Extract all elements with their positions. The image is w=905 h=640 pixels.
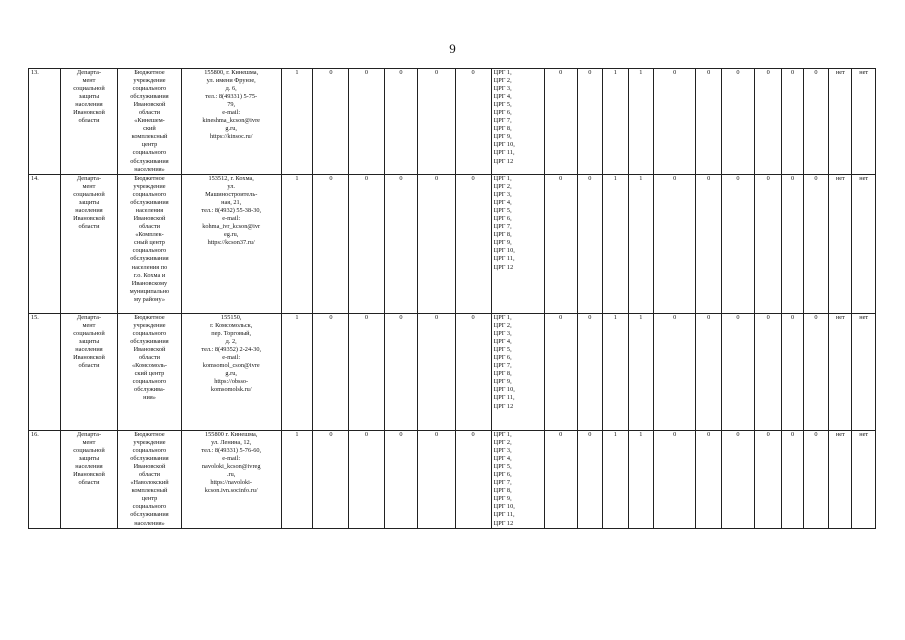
institution-cell: [118, 175, 182, 314]
indicator-cell-text: 0: [559, 175, 563, 182]
indicator-cell-text: 0: [736, 314, 740, 321]
count-cell-text: 0: [471, 314, 475, 321]
table-row: [29, 69, 876, 175]
availability-cell: [829, 69, 852, 175]
count-cell-text: 0: [399, 431, 403, 438]
indicator-cell: [577, 69, 602, 175]
page-number: 9: [449, 41, 456, 56]
indicator-cell-text: 0: [707, 69, 711, 76]
indicator-cell-text: 0: [588, 69, 592, 76]
indicator-cell: [782, 431, 803, 529]
institution-cell: [118, 431, 182, 529]
count-cell: [418, 314, 455, 431]
count-cell: [349, 431, 384, 529]
count-cell-text: 0: [471, 431, 475, 438]
contacts-cell: [181, 69, 281, 175]
availability-cell-text: нет: [835, 314, 845, 321]
count-cell-text: 0: [434, 431, 439, 438]
department-cell: [60, 175, 117, 314]
target-groups-cell: [491, 175, 544, 314]
indicator-cell: [544, 431, 577, 529]
indicator-cell: [721, 314, 754, 431]
contacts-cell-text: 155800 г. Кинешма, ул. Ленина, 12, тел.: 8(49331) 5-76-60, e-mail: navoloki_kcson@ivreg .ru, https://navoloki- kcson.ivn.socinfo.ru/: [201, 431, 262, 495]
indicator-cell-text: 0: [559, 69, 563, 76]
count-cell: [313, 69, 349, 175]
indicator-cell-text: 0: [736, 69, 740, 76]
indicator-cell-text: 0: [766, 431, 770, 438]
availability-cell: [852, 175, 876, 314]
count-cell: [455, 314, 491, 431]
count-cell: [418, 431, 455, 529]
indicator-cell: [628, 314, 653, 431]
contacts-cell: [181, 314, 281, 431]
row-number-cell-text: 15.: [31, 314, 39, 321]
availability-cell: [829, 431, 852, 529]
count-cell-text: 0: [364, 175, 369, 182]
indicator-cell: [782, 69, 803, 175]
indicator-cell: [654, 69, 696, 175]
count-cell: [349, 314, 384, 431]
indicator-cell-text: 0: [790, 431, 795, 438]
availability-cell-text: нет: [859, 431, 869, 438]
indicator-cell: [721, 175, 754, 314]
indicator-cell-text: 1: [639, 314, 643, 321]
count-cell: [455, 69, 491, 175]
row-number-cell-text: 14.: [31, 175, 39, 182]
indicator-cell-text: 0: [559, 314, 563, 321]
indicator-cell: [696, 431, 721, 529]
contacts-cell: [181, 431, 281, 529]
count-cell: [313, 314, 349, 431]
count-cell-text: 0: [329, 431, 333, 438]
target-groups-cell: [491, 69, 544, 175]
count-cell: [281, 431, 313, 529]
indicator-cell: [754, 69, 782, 175]
indicator-cell: [754, 431, 782, 529]
count-cell: [455, 175, 491, 314]
indicator-cell: [803, 69, 828, 175]
indicator-cell: [696, 314, 721, 431]
indicator-cell-text: 0: [707, 431, 711, 438]
indicator-cell-text: 0: [814, 431, 818, 438]
count-cell-text: 0: [434, 314, 439, 321]
indicator-cell: [603, 69, 628, 175]
indicator-cell: [603, 175, 628, 314]
indicator-cell-text: 0: [673, 314, 677, 321]
contacts-cell-text: 155150, г. Комсомольск, пер. Торговый, д. 2, тел.: 8(49352) 2-24-30, e-mail: komsomol_cson@ivre g.ru, https://obsso- komsomolsk.ru/: [201, 314, 262, 394]
table-row: [29, 314, 876, 431]
count-cell: [384, 69, 418, 175]
department-cell: [60, 314, 117, 431]
indicator-cell: [603, 314, 628, 431]
availability-cell-text: нет: [835, 431, 845, 438]
indicator-cell-text: 0: [736, 431, 740, 438]
count-cell-text: 1: [295, 175, 299, 182]
count-cell: [418, 175, 455, 314]
institution-cell-text: Бюджетное учреждение социального обслуживания населения Ивановской области «Комплек- сный центр социального обслуживания населения по г.о. Кохма и Ивановскому муниципально му району»: [129, 175, 170, 303]
count-cell: [349, 175, 384, 314]
indicator-cell: [628, 175, 653, 314]
indicator-cell-text: 0: [790, 69, 795, 76]
count-cell-text: 0: [399, 69, 403, 76]
indicator-cell: [577, 314, 602, 431]
indicator-cell-text: 1: [613, 175, 617, 182]
count-cell-text: 0: [329, 314, 333, 321]
indicator-cell-text: 0: [766, 314, 770, 321]
indicator-cell: [754, 314, 782, 431]
count-cell-text: 0: [399, 175, 403, 182]
count-cell-text: 0: [399, 314, 403, 321]
count-cell-text: 1: [295, 314, 299, 321]
target-groups-cell-text: ЦРГ 1, ЦРГ 2, ЦРГ 3, ЦРГ 4, ЦРГ 5, ЦРГ 6, ЦРГ 7, ЦРГ 8, ЦРГ 9, ЦРГ 10, ЦРГ 11, ЦРГ 12: [493, 69, 515, 165]
target-groups-cell: [491, 314, 544, 431]
indicator-cell: [603, 431, 628, 529]
row-number-cell: [29, 175, 61, 314]
count-cell-text: 0: [364, 69, 369, 76]
indicator-cell-text: 0: [707, 314, 711, 321]
indicator-cell: [654, 175, 696, 314]
indicator-cell: [721, 69, 754, 175]
department-cell: [60, 431, 117, 529]
row-number-cell-text: 13.: [31, 69, 39, 76]
department-cell-text: Департа- мент социальной защиты населения Ивановской области: [73, 175, 105, 231]
department-cell-text: Департа- мент социальной защиты населения Ивановской области: [73, 431, 105, 487]
indicator-cell-text: 0: [814, 69, 818, 76]
department-cell-text: Департа- мент социальной защиты населения Ивановской области: [73, 314, 105, 370]
count-cell-text: 0: [329, 175, 333, 182]
indicator-cell-text: 1: [639, 69, 643, 76]
count-cell: [313, 175, 349, 314]
count-cell: [281, 314, 313, 431]
contacts-cell-text: 155800, г. Кинешма, ул. имени Фрунзе, д. 6, тел.: 8(49331) 5-75- 79, e-mail: kineshma_kcson@ivre g.ru, https://kinsoc.ru/: [202, 69, 260, 141]
institution-cell-text: Бюджетное учреждение социального обслуживания Ивановской области «Комсомоль- ский центр социального обслужива- ния»: [130, 314, 169, 402]
count-cell: [281, 175, 313, 314]
department-cell: [60, 69, 117, 175]
institution-cell-text: Бюджетное учреждение социального обслуживания Ивановской области «Кинешем- ский комплексный центр социального обслуживания населения»: [130, 69, 169, 173]
indicator-cell-text: 0: [588, 314, 592, 321]
count-cell: [384, 175, 418, 314]
indicator-cell: [577, 175, 602, 314]
count-cell: [281, 69, 313, 175]
count-cell-text: 1: [295, 431, 299, 438]
count-cell-text: 0: [329, 69, 333, 76]
row-number-cell: [29, 69, 61, 175]
count-cell: [418, 69, 455, 175]
indicator-cell-text: 0: [814, 175, 818, 182]
indicator-cell-text: 0: [766, 69, 770, 76]
indicator-cell: [803, 431, 828, 529]
indicator-cell: [803, 314, 828, 431]
count-cell: [384, 431, 418, 529]
indicator-cell-text: 0: [790, 175, 795, 182]
institution-cell: [118, 314, 182, 431]
contacts-cell-text: 153512, г. Кохма, ул. Машиностроитель- ная, 21, тел.: 8(4932) 55-38-30, e-mail: kohma_ivr_kcson@ivr eg.ru, https://kcson37.ru/: [201, 175, 262, 247]
indicator-cell-text: 0: [559, 431, 563, 438]
indicator-cell-text: 0: [673, 175, 677, 182]
availability-cell-text: нет: [859, 69, 869, 76]
indicator-cell: [721, 431, 754, 529]
table-row: [29, 431, 876, 529]
indicator-cell: [782, 175, 803, 314]
count-cell: [349, 69, 384, 175]
availability-cell-text: нет: [859, 314, 869, 321]
indicator-cell: [544, 175, 577, 314]
indicator-cell-text: 0: [814, 314, 818, 321]
count-cell-text: 0: [364, 314, 369, 321]
indicator-cell-text: 0: [790, 314, 795, 321]
indicator-cell: [628, 69, 653, 175]
count-cell: [455, 431, 491, 529]
indicator-cell: [544, 69, 577, 175]
indicator-cell-text: 1: [613, 431, 617, 438]
count-cell-text: 0: [434, 69, 439, 76]
target-groups-cell-text: ЦРГ 1, ЦРГ 2, ЦРГ 3, ЦРГ 4, ЦРГ 5, ЦРГ 6, ЦРГ 7, ЦРГ 8, ЦРГ 9, ЦРГ 10, ЦРГ 11, ЦРГ 12: [493, 431, 515, 527]
count-cell: [384, 314, 418, 431]
row-number-cell: [29, 431, 61, 529]
indicator-cell: [654, 431, 696, 529]
availability-cell: [852, 314, 876, 431]
row-number-cell-text: 16.: [31, 431, 39, 438]
count-cell-text: 0: [471, 69, 475, 76]
indicator-cell-text: 0: [588, 175, 592, 182]
availability-cell-text: нет: [859, 175, 869, 182]
table-row: [29, 175, 876, 314]
target-groups-cell-text: ЦРГ 1, ЦРГ 2, ЦРГ 3, ЦРГ 4, ЦРГ 5, ЦРГ 6, ЦРГ 7, ЦРГ 8, ЦРГ 9, ЦРГ 10, ЦРГ 11, ЦРГ 12: [493, 314, 515, 410]
availability-cell: [829, 175, 852, 314]
indicator-cell-text: 1: [613, 314, 617, 321]
indicator-cell: [782, 314, 803, 431]
count-cell: [313, 431, 349, 529]
institutions-table: [28, 68, 876, 529]
indicator-cell-text: 0: [588, 431, 592, 438]
indicator-cell: [577, 431, 602, 529]
count-cell-text: 0: [434, 175, 439, 182]
target-groups-cell-text: ЦРГ 1, ЦРГ 2, ЦРГ 3, ЦРГ 4, ЦРГ 5, ЦРГ 6, ЦРГ 7, ЦРГ 8, ЦРГ 9, ЦРГ 10, ЦРГ 11, ЦРГ 12: [493, 175, 515, 271]
indicator-cell: [754, 175, 782, 314]
indicator-cell: [696, 69, 721, 175]
target-groups-cell: [491, 431, 544, 529]
indicator-cell-text: 1: [613, 69, 617, 76]
row-number-cell: [29, 314, 61, 431]
availability-cell-text: нет: [835, 69, 845, 76]
indicator-cell-text: 0: [707, 175, 711, 182]
indicator-cell: [696, 175, 721, 314]
indicator-cell: [803, 175, 828, 314]
count-cell-text: 1: [295, 69, 299, 76]
indicator-cell: [628, 431, 653, 529]
indicator-cell-text: 0: [673, 431, 677, 438]
institution-cell: [118, 69, 182, 175]
availability-cell: [852, 431, 876, 529]
indicator-cell: [544, 314, 577, 431]
availability-cell: [852, 69, 876, 175]
indicator-cell-text: 0: [766, 175, 770, 182]
contacts-cell: [181, 175, 281, 314]
indicator-cell-text: 1: [639, 175, 643, 182]
indicator-cell-text: 0: [736, 175, 740, 182]
department-cell-text: Департа- мент социальной защиты населения Ивановской области: [73, 69, 105, 125]
institution-cell-text: Бюджетное учреждение социального обслуживания Ивановской области «Наволокский комплексный центр социального обслуживания населения»: [130, 431, 169, 527]
availability-cell: [829, 314, 852, 431]
indicator-cell: [654, 314, 696, 431]
count-cell-text: 0: [364, 431, 369, 438]
indicator-cell-text: 1: [639, 431, 643, 438]
indicator-cell-text: 0: [673, 69, 677, 76]
count-cell-text: 0: [471, 175, 475, 182]
availability-cell-text: нет: [835, 175, 845, 182]
